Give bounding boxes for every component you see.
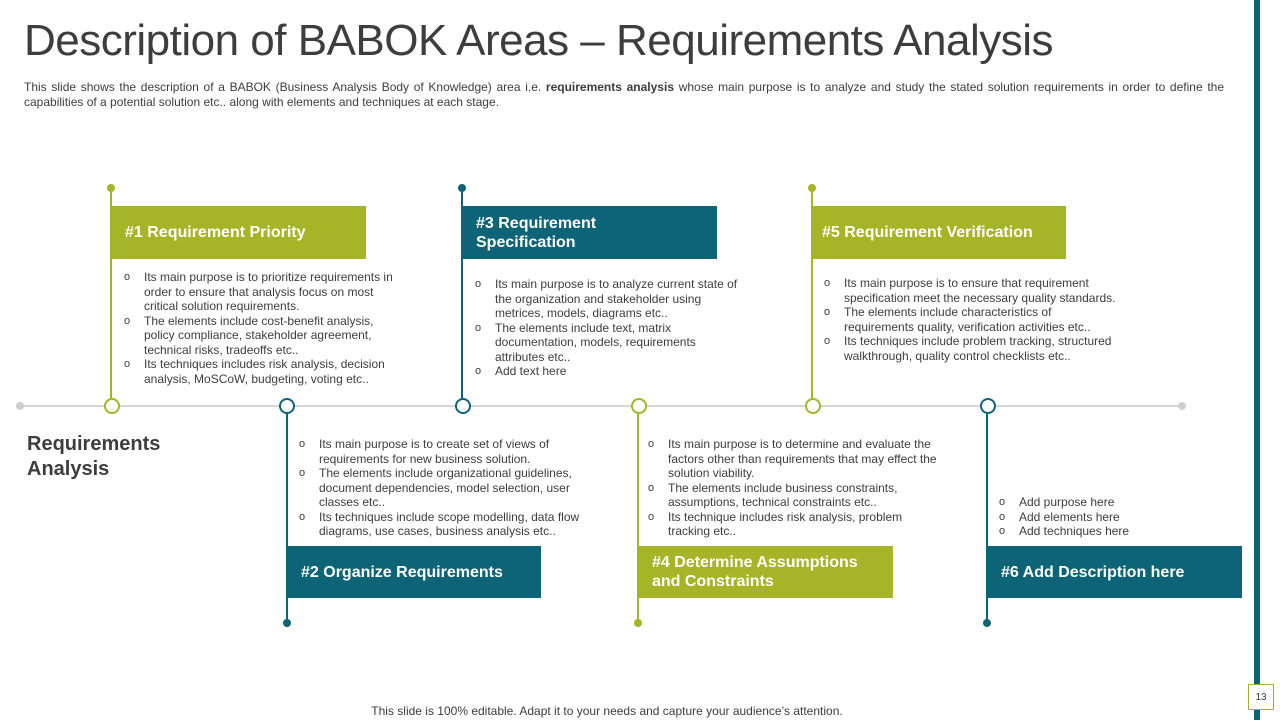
stage-1-bullets [124, 270, 394, 386]
stage-2-title-box: #2 Organize Requirements [287, 546, 541, 598]
page-title: Description of BABOK Areas – Requirements Analysis [24, 16, 1054, 65]
timeline-end-dot [1178, 402, 1186, 410]
timeline-start-dot [16, 402, 24, 410]
stage-4-node [631, 398, 647, 414]
stage-2-bullet: o Its techniques include scope modelling, data flow diagrams, use cases, business analysis etc.. [299, 510, 584, 539]
page-number: 13 [1248, 684, 1274, 710]
main-label: Requirements Analysis [27, 433, 161, 480]
stage-6-bullet: o Add techniques here [999, 524, 1219, 539]
stage-6-title-box: #6 Add Description here [987, 546, 1242, 598]
stage-5-node [805, 398, 821, 414]
stage-5-bullet: o The elements include characteristics of requirements quality, verification activities etc.. [824, 305, 1124, 334]
stage-1-title-box: #1 Requirement Priority [111, 206, 366, 259]
page-subtitle: This slide shows the description of a BABOK (Business Analysis Body of Knowledge) area i.e. requirements analysis whose main purpose is to analyze and study the stated solution requirements in order to define the capabilities of a potential solution etc.. along with elements and techniques at each stage. [24, 80, 1225, 109]
stage-6-bullets [999, 495, 1219, 539]
stage-5-bullets [824, 276, 1124, 363]
stage-4-bullets [648, 437, 943, 539]
stage-2-node [279, 398, 295, 414]
stage-3-bullet: o Add text here [475, 364, 743, 379]
stage-1-bullet: o Its main purpose is to prioritize requirements in order to ensure that analysis focus on most critical solution requirements. [124, 270, 394, 314]
stage-4-bottom-dot [634, 619, 642, 627]
stage-4-bullet: o The elements include business constraints, assumptions, technical constraints etc.. [648, 481, 943, 510]
stage-3-title-box: #3 Requirement Specification [462, 206, 717, 259]
stage-5-title-box: #5 Requirement Verification [812, 206, 1066, 259]
stage-3-bullet: o Its main purpose is to analyze current state of the organization and stakeholder using metrices, models, diagrams etc.. [475, 277, 743, 321]
stage-1-bullet: o The elements include cost-benefit analysis, policy compliance, stakeholder agreement, technical risks, tradeoffs etc.. [124, 314, 394, 358]
stage-2-bullets [299, 437, 584, 539]
right-accent-bar [1254, 0, 1260, 720]
stage-4-title-box: #4 Determine Assumptions and Constraints [638, 546, 893, 598]
timeline-axis [20, 405, 1182, 407]
stage-6-bottom-dot [983, 619, 991, 627]
stage-6-node [980, 398, 996, 414]
stage-6-bullet: o Add elements here [999, 510, 1219, 525]
stage-3-bullet: o The elements include text, matrix documentation, models, requirements attributes etc.. [475, 321, 743, 365]
stage-3-node [455, 398, 471, 414]
stage-1-bullet: o Its techniques includes risk analysis, decision analysis, MoSCoW, budgeting, voting etc.. [124, 357, 394, 386]
stage-4-bullet: o Its main purpose is to determine and evaluate the factors other than requirements that may effect the solution viability. [648, 437, 943, 481]
stage-1-node [104, 398, 120, 414]
stage-2-bullet: o Its main purpose is to create set of views of requirements for new business solution. [299, 437, 584, 466]
stage-6-bullet: o Add purpose here [999, 495, 1219, 510]
stage-2-bullet: o The elements include organizational guidelines, document dependencies, model selection, user classes etc.. [299, 466, 584, 510]
stage-5-bullet: o Its techniques include problem tracking, structured walkthrough, quality control checklists etc.. [824, 334, 1124, 363]
stage-2-bottom-dot [283, 619, 291, 627]
stage-3-bullets [475, 277, 743, 379]
stage-5-bullet: o Its main purpose is to ensure that requirement specification meet the necessary quality standards. [824, 276, 1124, 305]
stage-4-bullet: o Its technique includes risk analysis, problem tracking etc.. [648, 510, 943, 539]
footer-note: This slide is 100% editable. Adapt it to your needs and capture your audience’s attention. [371, 704, 843, 718]
